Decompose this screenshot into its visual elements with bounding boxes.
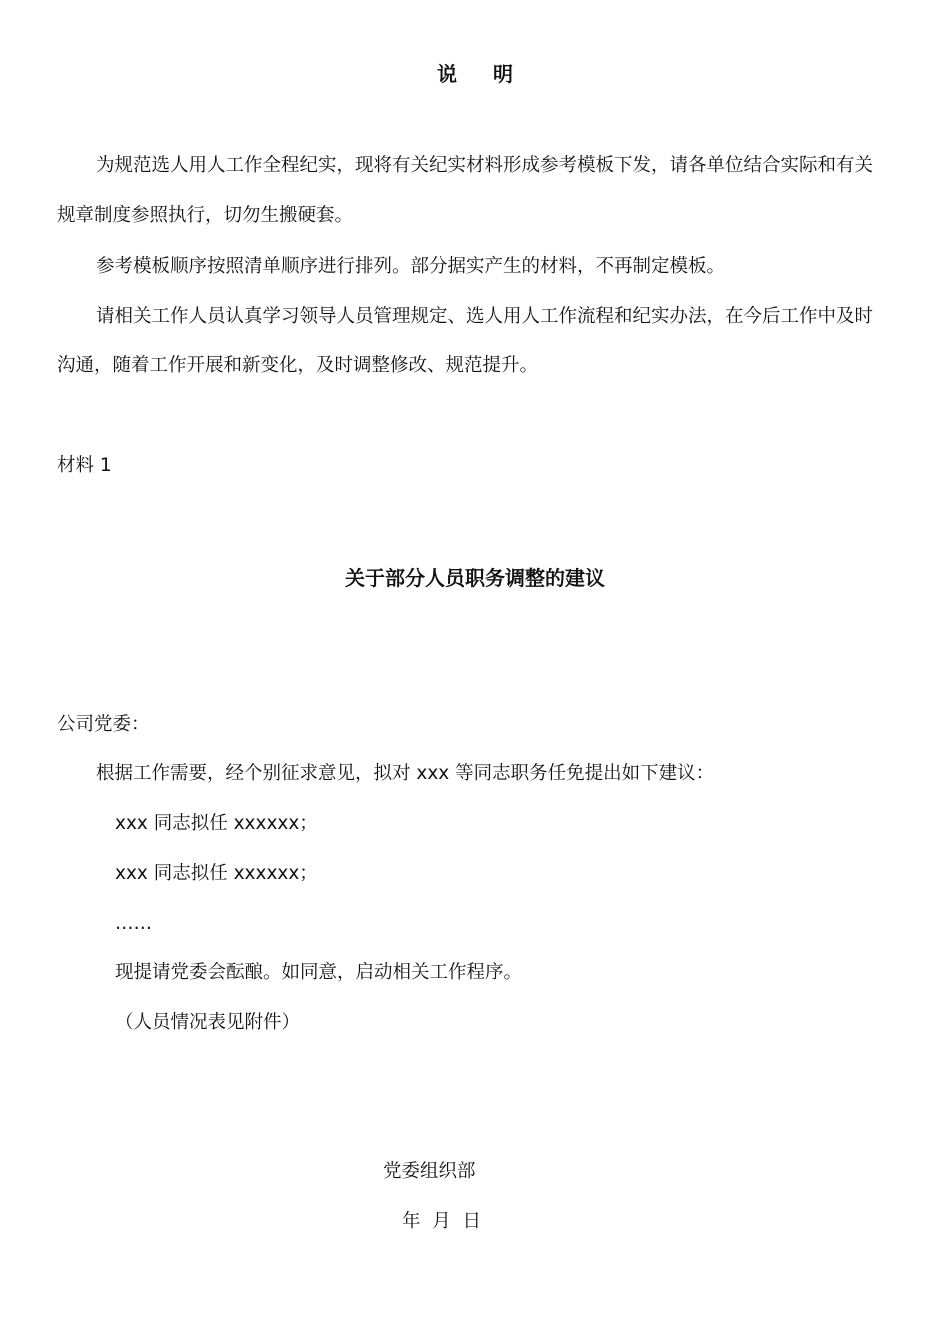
explanation-title [0, 62, 950, 86]
explanation-title-char1: 说 [437, 62, 457, 86]
explanation-para2: 参考模板顺序按照清单顺序进行排列。部分据实产生的材料，不再制定模板。 [96, 256, 726, 277]
explanation-para1-line1: 为规范选人用人工作全程纪实，现将有关纪实材料形成参考模板下发，请各单位结合实际和有关 [96, 155, 874, 176]
date-line: 年 月 日 [402, 1211, 482, 1232]
explanation-para1-line2: 规章制度参照执行，切勿生搬硬套。 [57, 205, 354, 226]
explanation-para3-line1: 请相关工作人员认真学习领导人员管理规定、选人用人工作流程和纪实办法，在今后工作中及时 [96, 306, 874, 327]
list-item: xxx 同志拟任 xxxxxx； [115, 813, 318, 834]
salutation: 公司党委： [57, 714, 150, 735]
intro-paragraph: 根据工作需要，经个别征求意见，拟对 xxx 等同志职务任免提出如下建议： [96, 763, 715, 784]
explanation-title-char2: 明 [493, 62, 513, 86]
material-label: 材料 1 [57, 455, 112, 476]
signature: 党委组织部 [383, 1161, 476, 1182]
request-paragraph: 现提请党委会酝酿。如同意，启动相关工作程序。 [115, 962, 523, 983]
explanation-para3-line2: 沟通，随着工作开展和新变化，及时调整修改、规范提升。 [57, 355, 539, 376]
document-title: 关于部分人员职务调整的建议 [345, 566, 605, 590]
list-item-ellipsis: …… [115, 913, 152, 934]
list-item: xxx 同志拟任 xxxxxx； [115, 863, 318, 884]
attachment-note: （人员情况表见附件） [115, 1012, 301, 1033]
